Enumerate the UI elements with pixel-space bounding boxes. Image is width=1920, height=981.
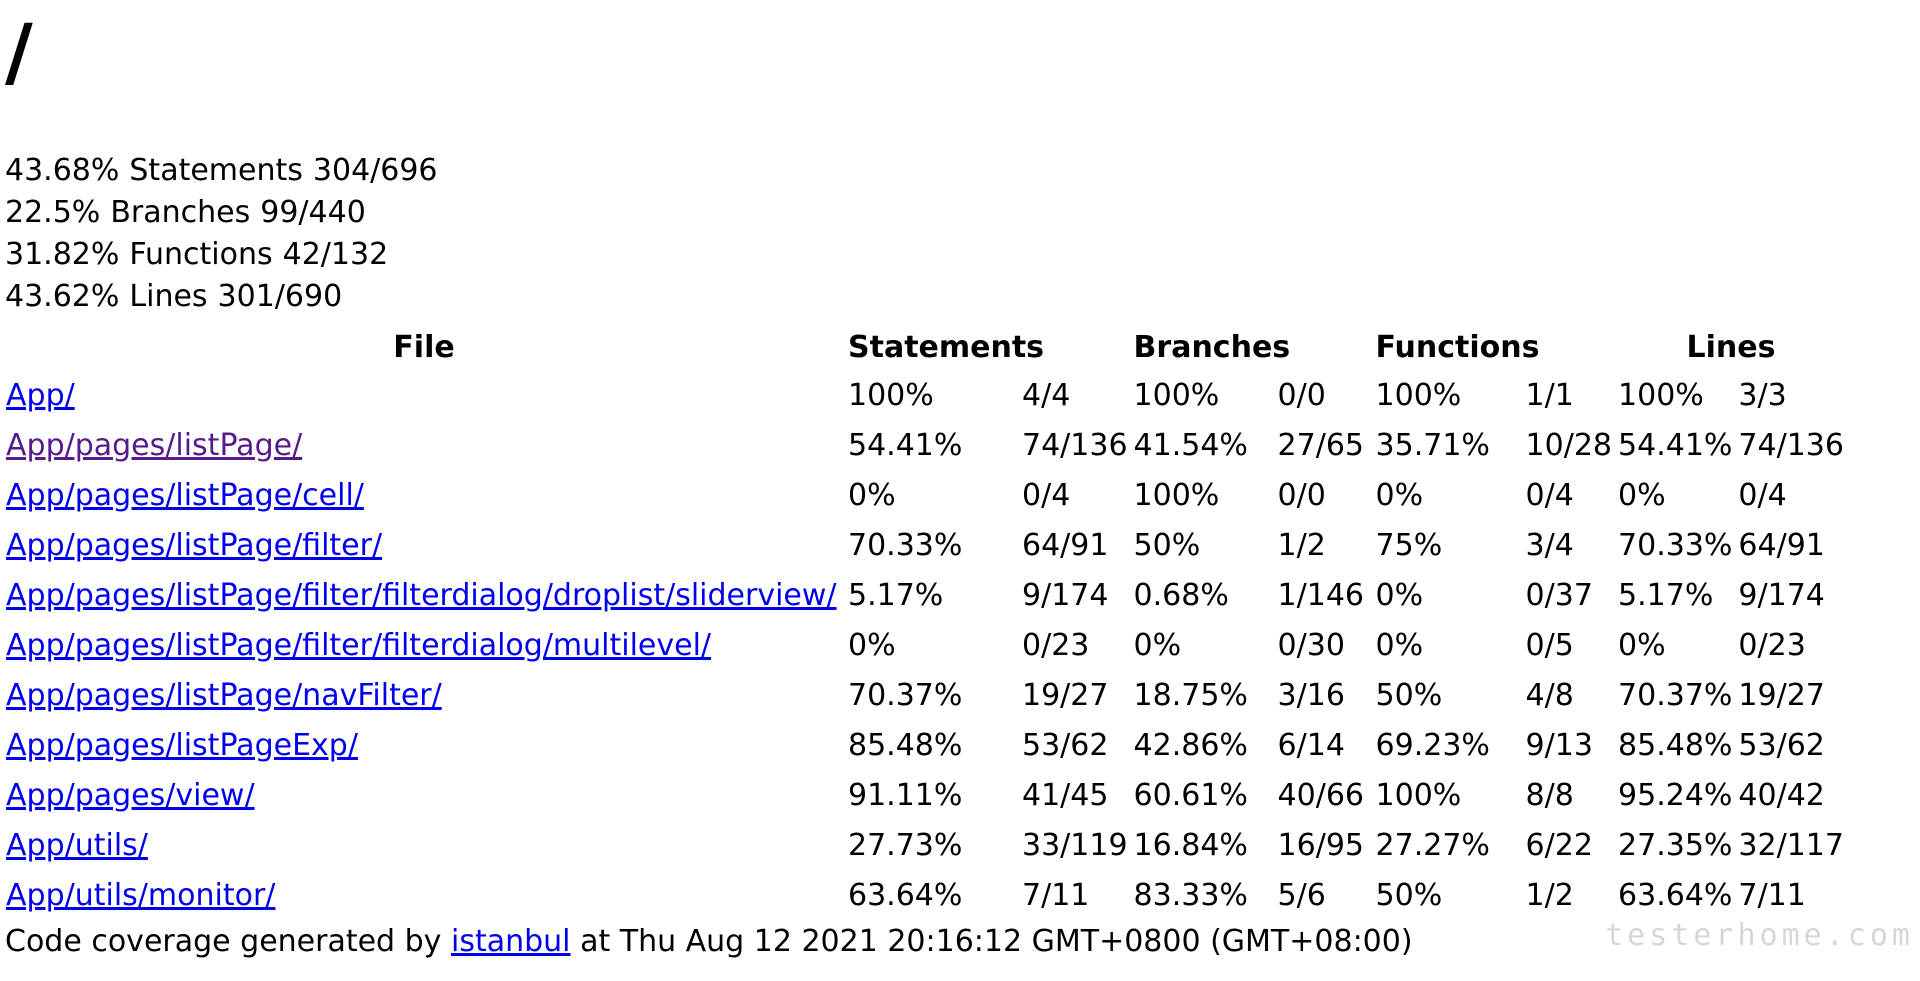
functions-pct: 100% <box>1375 377 1462 413</box>
functions-pct: 27.27% <box>1375 827 1490 863</box>
summary-pct: 43.68% <box>5 153 120 188</box>
table-row <box>3 870 1847 920</box>
summary-label: Functions <box>129 237 273 272</box>
functions-count: 3/4 <box>1525 527 1574 563</box>
branches-pct: 100% <box>1133 377 1220 413</box>
file-link[interactable]: App/pages/listPage/navFilter/ <box>6 677 442 713</box>
functions-pct: 100% <box>1375 777 1462 813</box>
functions-count: 6/22 <box>1525 827 1593 863</box>
branches-count: 27/65 <box>1277 427 1365 463</box>
statements-pct: 85.48% <box>848 727 963 763</box>
branches-pct: 50% <box>1133 527 1201 563</box>
lines-count: 64/91 <box>1738 527 1825 563</box>
summary-statements <box>5 150 438 192</box>
functions-count: 10/28 <box>1525 427 1613 463</box>
summary-functions <box>5 234 438 276</box>
statements-pct: 91.11% <box>848 777 963 813</box>
lines-pct: 100% <box>1618 377 1704 413</box>
summary-pct: 31.82% <box>5 237 120 272</box>
statements-count: 4/4 <box>1022 377 1071 413</box>
lines-pct: 5.17% <box>1618 577 1714 613</box>
table-row <box>3 620 1847 670</box>
coverage-summary <box>5 150 438 318</box>
lines-count: 19/27 <box>1738 677 1825 713</box>
lines-pct: 0% <box>1618 477 1666 513</box>
file-link[interactable]: App/pages/listPage/filter/filterdialog/droplist/sliderview/ <box>6 577 837 613</box>
statements-pct: 70.33% <box>848 527 963 563</box>
branches-count: 1/146 <box>1277 577 1365 613</box>
functions-count: 1/1 <box>1525 377 1574 413</box>
summary-label: Lines <box>129 279 208 314</box>
table-row <box>3 470 1847 520</box>
summary-pct: 22.5% <box>5 195 101 230</box>
functions-pct: 50% <box>1375 677 1443 713</box>
statements-count: 9/174 <box>1022 577 1109 613</box>
file-link[interactable]: App/ <box>6 377 75 413</box>
statements-count: 0/23 <box>1022 627 1090 663</box>
coverage-table-body <box>3 370 1847 920</box>
lines-pct: 70.33% <box>1618 527 1733 563</box>
istanbul-link[interactable]: istanbul <box>450 924 571 959</box>
branches-count: 40/66 <box>1277 777 1365 813</box>
table-row <box>3 670 1847 720</box>
file-link[interactable]: App/utils/ <box>6 827 148 863</box>
lines-count: 7/11 <box>1738 877 1806 913</box>
statements-pct: 27.73% <box>848 827 963 863</box>
summary-label: Branches <box>110 195 251 230</box>
file-cell <box>3 620 845 670</box>
branches-pct: 83.33% <box>1133 877 1248 913</box>
functions-count: 0/37 <box>1525 577 1593 613</box>
branches-count: 3/16 <box>1277 677 1345 713</box>
branches-pct: 60.61% <box>1133 777 1248 813</box>
file-link[interactable]: App/utils/monitor/ <box>6 877 276 913</box>
footer-suffix: at Thu Aug 12 2021 20:16:12 GMT+0800 (GMT+08:00) <box>580 924 1413 959</box>
branches-pct: 100% <box>1133 477 1220 513</box>
file-cell <box>3 470 845 520</box>
file-cell <box>3 420 845 470</box>
file-cell <box>3 870 845 920</box>
branches-pct: 42.86% <box>1133 727 1248 763</box>
lines-pct: 0% <box>1618 627 1666 663</box>
functions-pct: 0% <box>1375 627 1424 663</box>
lines-count: 3/3 <box>1738 377 1787 413</box>
header-lines: Lines <box>1686 329 1776 365</box>
lines-count: 0/4 <box>1738 477 1787 513</box>
file-link[interactable]: App/pages/listPage/filter/filterdialog/multilevel/ <box>6 627 712 663</box>
summary-count: 304/696 <box>312 153 438 188</box>
table-row <box>3 570 1847 620</box>
file-cell <box>3 720 845 770</box>
lines-pct: 95.24% <box>1618 777 1733 813</box>
branches-count: 0/0 <box>1277 477 1326 513</box>
summary-pct: 43.62% <box>5 279 120 314</box>
table-row <box>3 770 1847 820</box>
functions-pct: 0% <box>1375 577 1424 613</box>
summary-count: 301/690 <box>217 279 343 314</box>
lines-count: 40/42 <box>1738 777 1825 813</box>
lines-pct: 63.64% <box>1618 877 1733 913</box>
statements-pct: 5.17% <box>848 577 944 613</box>
functions-count: 0/4 <box>1525 477 1574 513</box>
header-statements: Statements <box>848 329 1045 365</box>
file-cell <box>3 770 845 820</box>
file-link[interactable]: App/pages/listPage/filter/ <box>6 527 383 563</box>
branches-pct: 18.75% <box>1133 677 1248 713</box>
file-cell <box>3 570 845 620</box>
lines-pct: 70.37% <box>1618 677 1733 713</box>
statements-count: 7/11 <box>1022 877 1090 913</box>
branches-count: 1/2 <box>1277 527 1326 563</box>
table-header-row <box>3 324 1847 370</box>
functions-pct: 69.23% <box>1375 727 1490 763</box>
file-cell <box>3 820 845 870</box>
table-row <box>3 420 1847 470</box>
watermark: testerhome.com <box>1605 918 1914 953</box>
functions-count: 0/5 <box>1525 627 1574 663</box>
branches-pct: 41.54% <box>1133 427 1248 463</box>
lines-count: 9/174 <box>1738 577 1825 613</box>
statements-pct: 100% <box>848 377 934 413</box>
file-cell <box>3 670 845 720</box>
branches-count: 6/14 <box>1277 727 1345 763</box>
statements-pct: 54.41% <box>848 427 963 463</box>
functions-count: 9/13 <box>1525 727 1593 763</box>
summary-count: 42/132 <box>282 237 389 272</box>
statements-count: 33/119 <box>1022 827 1128 863</box>
functions-count: 4/8 <box>1525 677 1574 713</box>
lines-count: 53/62 <box>1738 727 1825 763</box>
footer <box>5 924 1413 959</box>
table-row <box>3 720 1847 770</box>
header-branches: Branches <box>1133 329 1291 365</box>
summary-branches <box>5 192 438 234</box>
file-link[interactable]: App/pages/view/ <box>6 777 255 813</box>
branches-count: 16/95 <box>1277 827 1365 863</box>
lines-count: 32/117 <box>1738 827 1844 863</box>
file-link[interactable]: App/pages/listPageExp/ <box>6 727 358 763</box>
lines-pct: 27.35% <box>1618 827 1733 863</box>
statements-count: 0/4 <box>1022 477 1071 513</box>
file-link[interactable]: App/pages/listPage/ <box>6 427 303 463</box>
branches-count: 0/0 <box>1277 377 1326 413</box>
functions-pct: 0% <box>1375 477 1424 513</box>
table-row <box>3 820 1847 870</box>
table-row <box>3 370 1847 420</box>
file-cell <box>3 520 845 570</box>
lines-pct: 54.41% <box>1618 427 1733 463</box>
lines-count: 74/136 <box>1738 427 1844 463</box>
functions-pct: 35.71% <box>1375 427 1490 463</box>
page-title: / <box>5 7 33 96</box>
branches-count: 0/30 <box>1277 627 1345 663</box>
lines-count: 0/23 <box>1738 627 1806 663</box>
coverage-table <box>3 324 1847 920</box>
header-functions: Functions <box>1375 329 1540 365</box>
file-link[interactable]: App/pages/listPage/cell/ <box>6 477 364 513</box>
header-file: File <box>393 329 455 365</box>
summary-lines <box>5 276 438 318</box>
functions-pct: 75% <box>1375 527 1443 563</box>
statements-count: 64/91 <box>1022 527 1109 563</box>
lines-pct: 85.48% <box>1618 727 1733 763</box>
statements-count: 41/45 <box>1022 777 1109 813</box>
functions-count: 8/8 <box>1525 777 1574 813</box>
statements-count: 74/136 <box>1022 427 1128 463</box>
branches-pct: 0.68% <box>1133 577 1229 613</box>
file-cell <box>3 370 845 420</box>
summary-label: Statements <box>129 153 303 188</box>
table-row <box>3 520 1847 570</box>
functions-pct: 50% <box>1375 877 1443 913</box>
statements-pct: 0% <box>848 627 896 663</box>
statements-pct: 0% <box>848 477 896 513</box>
functions-count: 1/2 <box>1525 877 1574 913</box>
summary-count: 99/440 <box>260 195 366 230</box>
footer-prefix: Code coverage generated by <box>5 924 442 959</box>
branches-count: 5/6 <box>1277 877 1326 913</box>
statements-pct: 63.64% <box>848 877 963 913</box>
statements-count: 19/27 <box>1022 677 1109 713</box>
branches-pct: 16.84% <box>1133 827 1248 863</box>
branches-pct: 0% <box>1133 627 1182 663</box>
statements-pct: 70.37% <box>848 677 963 713</box>
statements-count: 53/62 <box>1022 727 1109 763</box>
